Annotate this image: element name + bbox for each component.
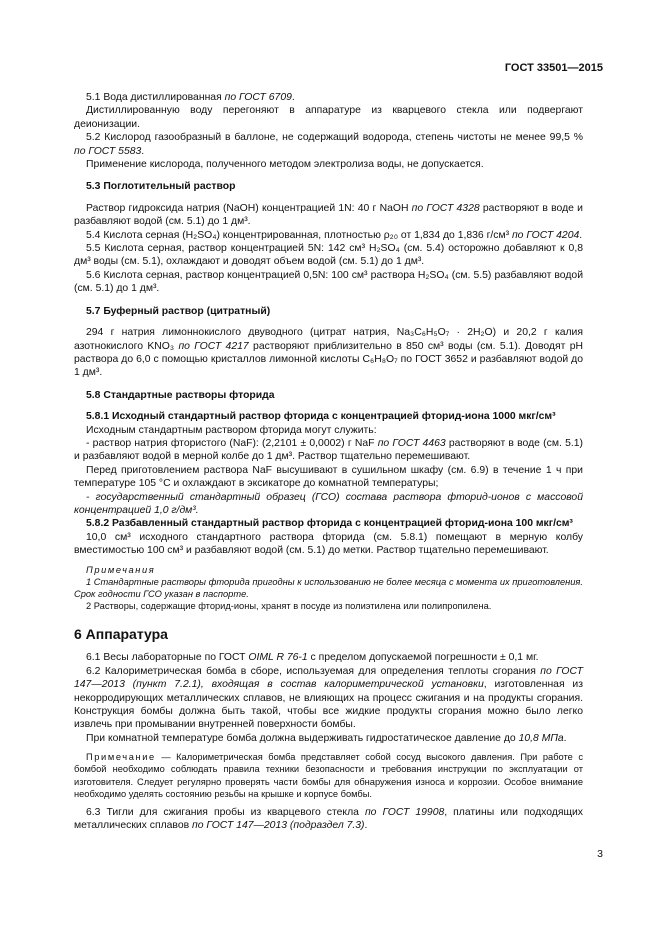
para-5-8-1-naf: [74, 437, 583, 464]
text: , изготовленная из некорродирующих металлических сплавов, не влияющих на процесс сжигания и на продукты сгорания. Конструкция бомбы должна быть такой, чтобы все жидкие продукты сгорания можно было легко извлечь при промывании внутренней поверхности бомбы.: [74, 679, 583, 731]
text: растворяют в воде и разбавляют водой (см. 5.1) до 1 дм³.: [74, 202, 583, 228]
para-5-5: 5.5 Кислота серная, раствор концентрацией 5N: 142 см³ H₂SO₄ (см. 5.4) осторожно добавляют к 0,8 дм³ воды (см. 5.1), охлаждают и доводят объем водой (см. 5.1) до 1 дм³.: [74, 243, 583, 268]
document-body: [74, 91, 583, 833]
standard-ref: по ГОСТ 4463: [377, 437, 446, 449]
text: .: [364, 820, 368, 832]
para-5-8-1-gso: - государственный стандартный образец (ГСО) состава раствора фторид-ионов с массовой концентрацией 1,0 г/дм³.: [74, 491, 583, 516]
text: 6.1 Весы лабораторные по ГОСТ: [86, 652, 249, 664]
note-text: — Калориметрическая бомба представляет собой сосуд высокого давления. При работе с бомбой необходимо соблюдать правила техники безопасности и требования инструкции по эксплуатации от изготовителя. Следует регулярно проверять части бомбы для обнаружения износа и коррозии. Особое внимание необходимо уделять состоянию резьбы на крышке и корпусе бомбы.: [74, 752, 583, 799]
text: растворяют в воде (см. 5.1) и разбавляют водой в мерной колбе до 1 дм³. Раствор тщательно перемешивают.: [74, 437, 583, 463]
text: , платины или подходящих металлических сплавов: [74, 807, 583, 832]
text: При комнатной температуре бомба должна выдерживать гидростатическое давление до: [86, 732, 519, 744]
document-header: ГОСТ 33501—2015: [504, 62, 603, 74]
text: .: [563, 732, 567, 744]
heading-5-3: 5.3 Поглотительный раствор: [86, 181, 236, 193]
text: с пределом допускаемой погрешности ± 0,1 мг.: [307, 652, 539, 664]
para-5-8-1-drying: Перед приготовлением раствора NaF высушивают в сушильном шкафу (см. 6.9) в течение 1 ч при температуре 105 °С и охлаждают в эксикаторе до комнатной температуры;: [74, 464, 583, 490]
standard-ref: по ГОСТ 147—2013 (подраздел 7.3): [192, 820, 365, 832]
note-2: 2 Растворы, содержащие фторид-ионы, хранят в посуде из полиэтилена или полипропилена.: [86, 601, 492, 612]
heading-5-7: 5.7 Буферный раствор (цитратный): [86, 305, 271, 317]
para-5-1: [74, 91, 583, 104]
standard-ref: по ГОСТ 147—2013 (пункт 7.2.1), входящая в состав калориметрической установки: [74, 665, 584, 691]
para-5-1-text: Дистиллированную воду перегоняют в аппаратуре из кварцевого стекла или подвергают деионизации.: [74, 105, 583, 130]
para-6-2-pressure: [74, 732, 583, 745]
heading-5-8: 5.8 Стандартные растворы фторида: [86, 389, 275, 401]
standard-ref: по ГОСТ 4204: [511, 229, 580, 241]
text: .: [141, 145, 145, 157]
para-5-8-2: 10,0 см³ исходного стандартного раствора фторида (см. 5.8.1) помещают в мерную колбу вместимостью 100 см³ и разбавляют водой (см. 5.1) до метки. Раствор тщательно перемешивают.: [74, 531, 583, 557]
text: 6.3 Тигли для сжигания пробы из кварцевого стекла: [86, 807, 365, 819]
heading-6: 6 Аппаратура: [74, 626, 168, 643]
notes-title: Примечания: [86, 564, 156, 575]
para-5-3: [74, 202, 583, 229]
para-5-4: [74, 229, 583, 242]
standard-ref: по ГОСТ 4328: [411, 202, 480, 214]
para-5-2-text: Применение кислорода, полученного методом электролиза воды, не допускается.: [86, 159, 484, 171]
note-label: Примечание: [86, 752, 156, 763]
text: 294 г натрия лимоннокислого двуводного (цитрат натрия, Na₃C₆H₅O₇ · 2H₂O) и 20,2 г калия азотнокислого KNO₃: [74, 327, 583, 352]
text: .: [579, 229, 583, 241]
text: 5.1 Вода дистиллированная: [86, 92, 225, 103]
text: 5.2 Кислород газообразный в баллоне, не содержащий водорода, степень чистоты не менее 99,5 %: [86, 132, 583, 144]
para-5-2: [74, 131, 583, 158]
heading-5-8-1: 5.8.1 Исходный стандартный раствор фторида с концентрацией фторид-иона 1000 мкг/см³: [86, 411, 556, 423]
standard-ref: по ГОСТ 6709: [224, 92, 292, 103]
standard-ref: OIML R 76-1: [248, 652, 308, 664]
standard-ref: по ГОСТ 5583: [74, 145, 142, 157]
para-6-3: [74, 806, 583, 833]
note-6-2: [74, 751, 583, 800]
note-1: 1 Стандартные растворы фторида пригодны к использованию не более месяца с момента их приготовления. Срок годности ГСО указан в паспорте.: [74, 576, 583, 599]
text: .: [291, 92, 295, 103]
text: 5.4 Кислота серная (H₂SO₄) концентрированная, плотностью ρ₂₀ от 1,834 до 1,836 г/см³: [86, 229, 512, 241]
standard-ref: по ГОСТ 4217: [178, 340, 249, 352]
text: Раствор гидроксида натрия (NaOH) концентрацией 1N: 40 г NaOH: [86, 202, 412, 214]
para-6-2: [74, 665, 583, 732]
para-6-1: [74, 651, 583, 664]
text: 6.2 Калориметрическая бомба в сборе, используемая для определения теплоты сгорания: [86, 665, 541, 677]
pressure-value: 10,8 МПа: [518, 732, 564, 744]
text: растворяют приблизительно в 850 см³ воды (см. 5.1). Доводят pH раствора до 6,0 с помощью кристаллов лимонной кислоты C₆H₈O₇ по ГОСТ 3652 и разбавляют водой до 1 дм³.: [74, 340, 584, 379]
para-5-6: 5.6 Кислота серная, раствор концентрацией 0,5N: 100 см³ раствора H₂SO₄ (см. 5.5) разбавляют водой (см. 5.1) до 1 дм³.: [74, 269, 583, 295]
para-5-7: [74, 326, 583, 380]
text: - раствор натрия фтористого (NaF): (2,2101 ± 0,0002) г NaF: [86, 437, 378, 449]
standard-ref: по ГОСТ 19908: [364, 807, 445, 819]
heading-5-8-2: 5.8.2 Разбавленный стандартный раствор фторида с концентрацией фторид-иона 100 мкг/см³: [86, 518, 573, 530]
page-number: 3: [597, 848, 603, 860]
para-5-8-1-intro: Исходным стандартным раствором фторида могут служить:: [86, 424, 377, 436]
